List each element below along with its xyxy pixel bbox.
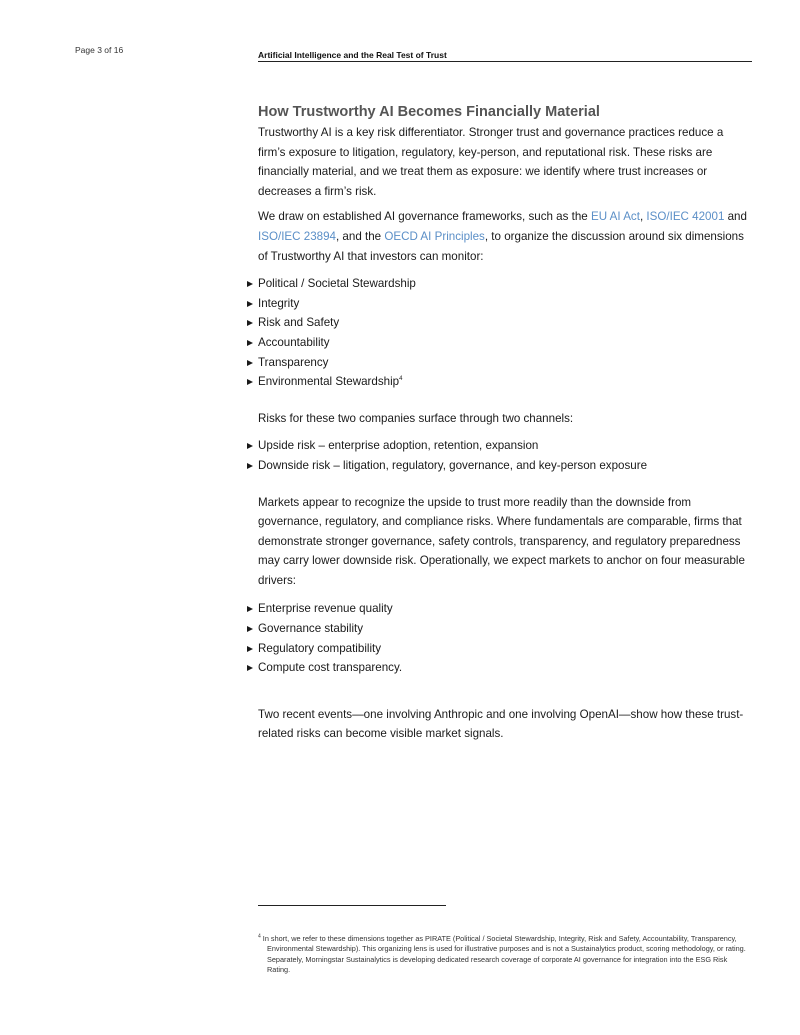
paragraph-events: Two recent events—one involving Anthropic and one involving OpenAI—show how these trust-related risks can become visible market signals. <box>258 707 744 741</box>
footnote-text: In short, we refer to these dimensions together as PIRATE (Political / Societal Stewardship, Integrity, Risk and Safety, Accountability, Transparency, Environmental Stewardship). This organizing lens is used for illustrative purposes and is not a Sustainalytics product, scoring methodology, or rating. Separately, Morningstar Sustainalytics is developing dedicated research coverage of corporate AI governance for integration into the ESG Risk Rating. <box>260 934 746 974</box>
footnote-divider <box>258 905 446 906</box>
list-item: Upside risk – enterprise adoption, retention, expansion <box>258 436 752 456</box>
bullet-arrow-icon <box>247 665 253 671</box>
paragraph-text: and <box>724 210 747 224</box>
bullet-arrow-icon <box>247 360 253 366</box>
section-heading: How Trustworthy AI Becomes Financially Material <box>258 104 600 120</box>
bullet-arrow-icon <box>247 340 253 346</box>
paragraph-channels-intro: Risks for these two companies surface through two channels: <box>258 411 574 425</box>
paragraph-text: We draw on established AI governance frameworks, such as the <box>258 210 591 224</box>
header-divider <box>258 61 752 62</box>
bullet-arrow-icon <box>247 646 253 652</box>
channels-list <box>258 436 752 475</box>
link-eu-ai-act[interactable]: EU AI Act <box>590 210 640 224</box>
bullet-arrow-icon <box>247 379 253 385</box>
link-iso-iec-42001[interactable]: ISO/IEC 42001 <box>646 210 725 224</box>
document-title: Artificial Intelligence and the Real Test of Trust <box>258 50 447 60</box>
list-item: Governance stability <box>258 619 752 639</box>
link-oecd-ai-principles[interactable]: OECD AI Principles <box>384 229 485 243</box>
page-number: Page 3 of 16 <box>75 45 124 55</box>
list-item: Accountability <box>258 333 752 353</box>
paragraph-text: , and the <box>335 229 385 243</box>
bullet-arrow-icon <box>247 301 253 307</box>
list-item: Integrity <box>258 294 752 314</box>
footnote-reference[interactable]: 4 <box>399 376 403 383</box>
list-item: Transparency <box>258 353 752 373</box>
list-item: Risk and Safety <box>258 313 752 333</box>
list-item: Compute cost transparency. <box>258 658 752 678</box>
paragraph-text: , to organize the discussion around six dimensions of Trustworthy AI that investors can monitor: <box>258 229 744 263</box>
paragraph-intro: Trustworthy AI is a key risk differentiator. Stronger trust and governance practices reduce a firm’s exposure to litigation, regulatory, key-person, and reputational risk. These risks are financially material, and we treat them as exposure: we identify where trust increases or decreases a firm’s risk. <box>258 126 724 198</box>
footnote-mark: 4 <box>258 933 261 940</box>
paragraph-text: , <box>639 210 647 224</box>
drivers-list <box>258 599 752 677</box>
main-content <box>258 101 752 750</box>
footnote <box>258 934 748 975</box>
bullet-arrow-icon <box>247 320 253 326</box>
footnote-body <box>258 934 748 975</box>
bullet-arrow-icon <box>247 463 253 469</box>
bullet-arrow-icon <box>247 626 253 632</box>
list-item: Regulatory compatibility <box>258 639 752 659</box>
list-item: Political / Societal Stewardship <box>258 274 752 294</box>
dimensions-list <box>258 274 752 392</box>
link-iso-iec-23894[interactable]: ISO/IEC 23894 <box>258 229 336 243</box>
bullet-arrow-icon <box>247 443 253 449</box>
list-item: Enterprise revenue quality <box>258 599 752 619</box>
bullet-arrow-icon <box>247 281 253 287</box>
bullet-arrow-icon <box>247 606 253 612</box>
paragraph-markets: Markets appear to recognize the upside to trust more readily than the downside from governance, regulatory, and compliance risks. Where fundamentals are comparable, firms that demonstrate stronger governance, safety controls, transparency, and regulatory preparedness may carry lower downside risk. Operationally, we expect markets to anchor on four measurable drivers: <box>258 495 745 587</box>
paragraph-frameworks <box>258 207 752 266</box>
list-item: Environmental Stewardship$^4$ <box>258 372 752 392</box>
list-item: Downside risk – litigation, regulatory, governance, and key-person exposure <box>258 456 752 476</box>
